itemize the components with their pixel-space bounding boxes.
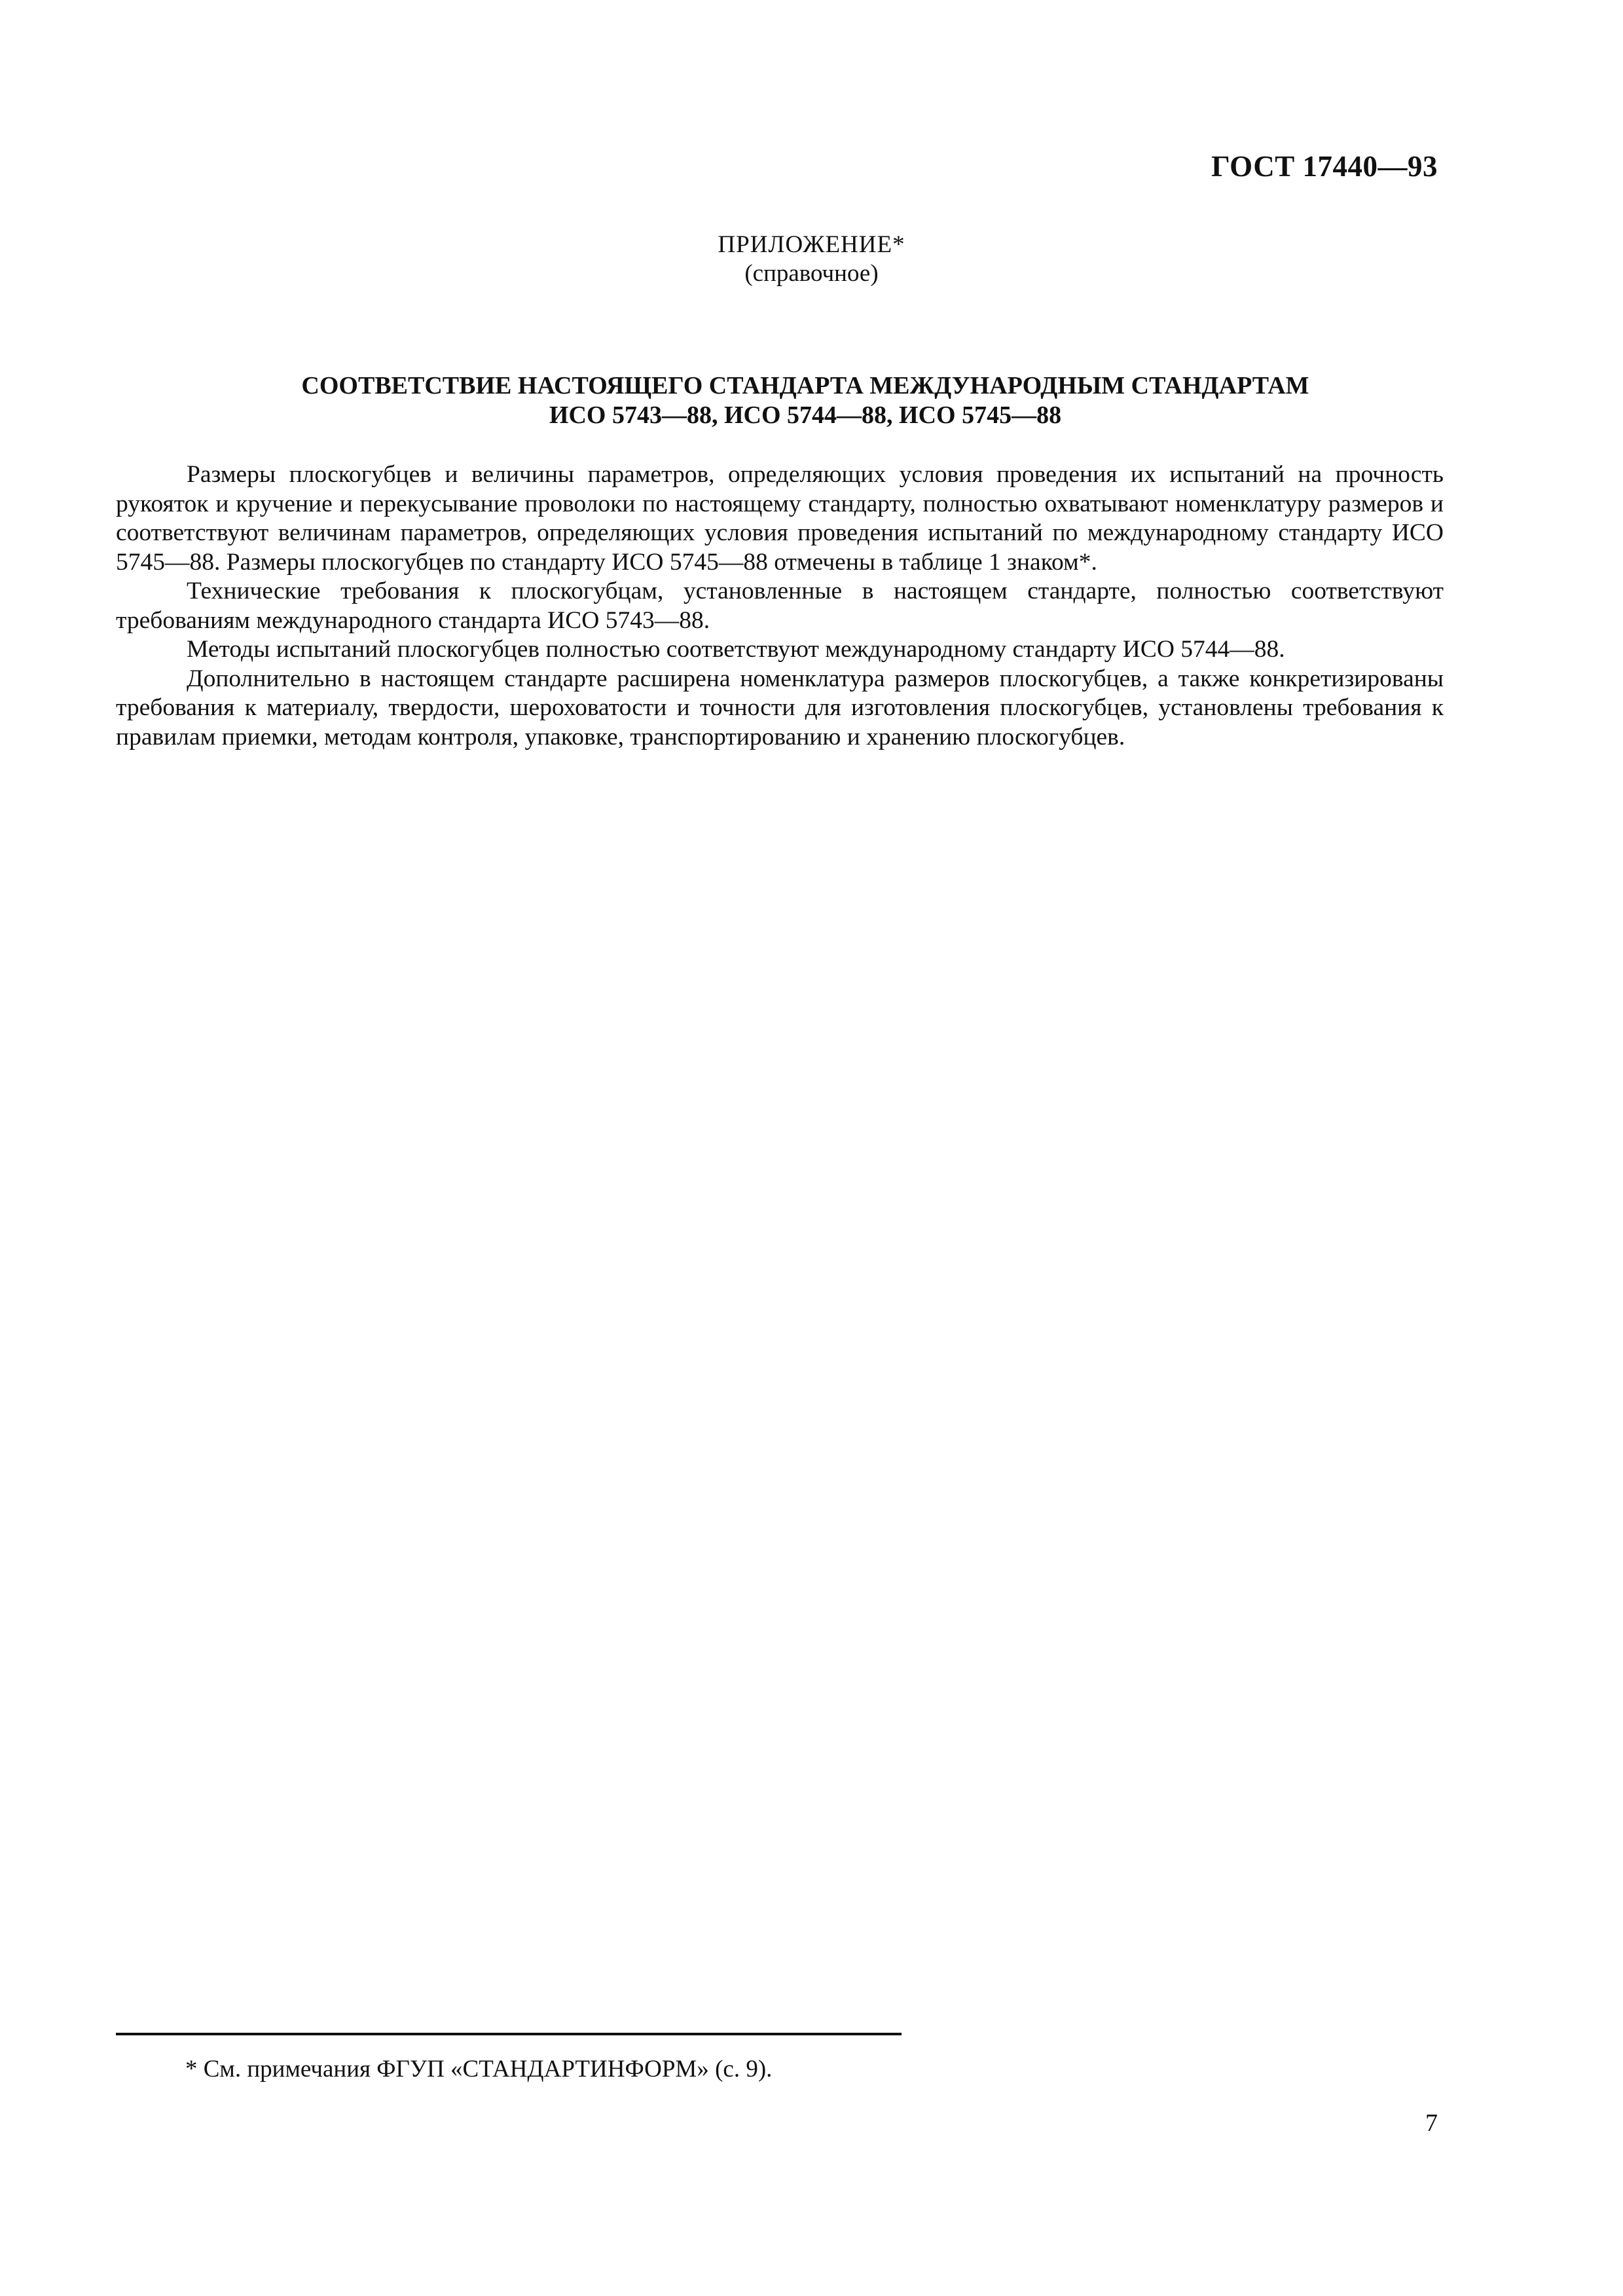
page-number: 7 [1425, 2109, 1438, 2137]
document-title-line-2: ИСО 5743—88, ИСО 5744—88, ИСО 5745—88 [549, 401, 1062, 429]
document-title [170, 371, 1440, 430]
appendix-heading [0, 231, 1623, 288]
paragraph-dimensions: Размеры плоскогубцев и величины параметров, определяющих условия проведения их испытаний на прочность рукояток и кручение и перекусывание проволоки по настоящему стандарту, полностью охватывают номенклатуру размеров и соответствуют величинам параметров, определяющих условия проведения испытаний по международному стандарту ИСО 5745—88. Размеры плоскогубцев по стандарту ИСО 5745—88 отмечены в таблице 1 знаком*. [116, 461, 1444, 576]
body-text [116, 460, 1444, 752]
standard-code-header: ГОСТ 17440—93 [1211, 150, 1438, 183]
paragraph-technical-requirements: Технические требования к плоскогубцам, установленные в настоящем стандарте, полностью соответствуют требованиям международного стандарта ИСО 5743—88. [116, 578, 1444, 634]
appendix-title: ПРИЛОЖЕНИЕ* [718, 231, 905, 258]
footnote-divider [116, 2033, 902, 2035]
paragraph-test-methods: Методы испытаний плоскогубцев полностью соответствуют международному стандарту ИСО 5744—88. [187, 636, 1285, 663]
appendix-subtitle: (справочное) [744, 260, 879, 287]
footnote: * См. примечания ФГУП «СТАНДАРТИНФОРМ» (с. 9). [185, 2056, 773, 2083]
document-title-line-1: СООТВЕТСТВИЕ НАСТОЯЩЕГО СТАНДАРТА МЕЖДУНАРОДНЫМ СТАНДАРТАМ [301, 372, 1309, 399]
paragraph-additional: Дополнительно в настоящем стандарте расширена номенклатура размеров плоскогубцев, а также конкретизированы требования к материалу, твердости, шероховатости и точности для изготовления плоскогубцев, установлены требования к правилам приемки, методам контроля, упаковке, транспортированию и хранению плоскогубцев. [116, 665, 1444, 750]
